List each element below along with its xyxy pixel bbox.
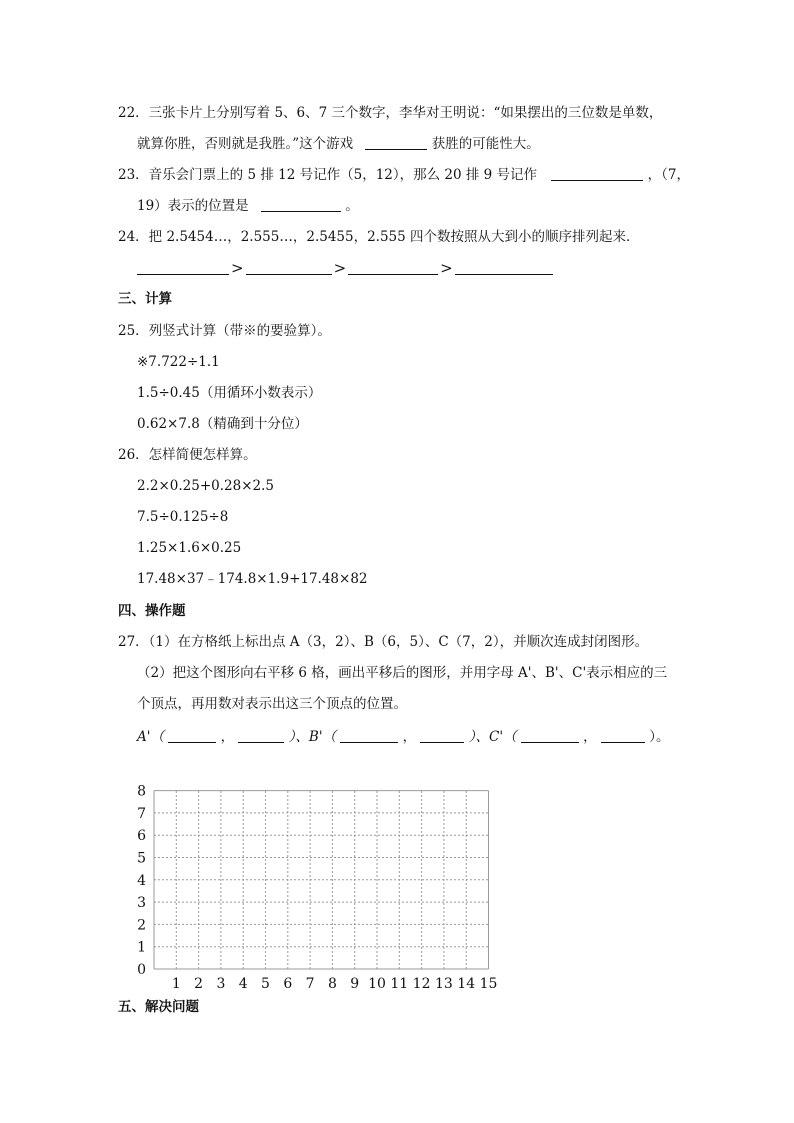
x-axis-label: 15 bbox=[479, 976, 498, 992]
x-axis-label: 3 bbox=[216, 976, 226, 992]
c-prime-y-blank[interactable] bbox=[601, 728, 645, 743]
q24-blank-1[interactable] bbox=[137, 260, 229, 275]
q25-prompt: 25．列竖式计算（带※的要验算）。 bbox=[118, 323, 331, 339]
q23-line1-text-b: ，（7， bbox=[647, 167, 690, 183]
grid-svg[interactable] bbox=[128, 780, 508, 996]
a-prime-x-blank[interactable] bbox=[168, 728, 216, 743]
q24-blank-4[interactable] bbox=[455, 260, 553, 275]
q23-answer-blank-1[interactable] bbox=[551, 166, 643, 181]
x-axis-label: 12 bbox=[412, 976, 431, 992]
q23-answer-blank-2[interactable] bbox=[261, 197, 341, 212]
q25-item-3: 0.62×7.8（精确到十分位） bbox=[137, 416, 308, 432]
a-prime-y-blank[interactable] bbox=[238, 728, 284, 743]
x-axis-label: 2 bbox=[194, 976, 204, 992]
q24-gt-1: > bbox=[231, 259, 244, 277]
section4-title: 四、操作题 bbox=[118, 603, 186, 619]
q22-answer-blank[interactable] bbox=[365, 135, 427, 150]
q23-line2-text-b: 。 bbox=[345, 198, 359, 214]
y-axis-label: 1 bbox=[137, 939, 146, 956]
b-prime-x-blank[interactable] bbox=[340, 728, 398, 743]
x-axis-label: 8 bbox=[327, 976, 337, 992]
section5-title: 五、解决问题 bbox=[118, 999, 199, 1015]
x-axis-label: 13 bbox=[434, 976, 453, 992]
q27-answer-end: ）。 bbox=[649, 729, 670, 745]
q24-line1: 24．把 2.5454…，2.555…，2.5455，2.555 四个数按照从大到小的顺序排列起来． bbox=[118, 229, 640, 245]
b-prime-y-blank[interactable] bbox=[420, 728, 464, 743]
q27-part1: 27．（1）在方格纸上标出点 A（3，2）、B（6，5）、C（7，2），并顺次连成封闭图形。 bbox=[118, 634, 649, 650]
x-axis-label: 11 bbox=[390, 976, 409, 992]
q27-part2-line1: （2）把这个图形向右平移 6 格，画出平移后的图形，并用字母 A'、B'、C'表示相应的三 bbox=[137, 665, 668, 681]
q24-gt-3: > bbox=[440, 259, 453, 277]
x-axis-label: 7 bbox=[305, 976, 315, 992]
q23-line2 bbox=[137, 197, 359, 215]
a-prime-label: A'（ bbox=[137, 729, 164, 745]
y-axis-label: 0 bbox=[137, 962, 146, 978]
coordinate-grid[interactable] bbox=[128, 780, 508, 996]
q26-item-4: 17.48×37﹣174.8×1.9+17.48×82 bbox=[137, 571, 368, 587]
q24-order-row bbox=[137, 259, 553, 278]
q25-item-1: ※7.722÷1.1 bbox=[137, 354, 220, 370]
q24-blank-2[interactable] bbox=[246, 260, 332, 275]
y-axis-label: 2 bbox=[137, 917, 146, 934]
q24-blank-3[interactable] bbox=[348, 260, 438, 275]
q22-line2 bbox=[137, 135, 540, 153]
q23-line1 bbox=[118, 166, 690, 184]
c-prime-x-blank[interactable] bbox=[521, 728, 579, 743]
q22-line2-text-a: 就算你胜，否则就是我胜。”这个游戏 bbox=[137, 136, 354, 152]
a-prime-comma: ， bbox=[220, 729, 235, 745]
x-axis-label: 1 bbox=[171, 976, 181, 992]
y-axis-label: 6 bbox=[137, 828, 146, 845]
q27-part2-line2: 个顶点，再用数对表示出这三个顶点的位置。 bbox=[137, 696, 407, 712]
q26-prompt: 26．怎样简便怎样算。 bbox=[118, 447, 257, 463]
q24-gt-2: > bbox=[333, 259, 347, 277]
q23-line1-text-a: 23．音乐会门票上的 5 排 12 号记作（5，12），那么 20 排 9 号记作 bbox=[118, 167, 538, 183]
c-prime-comma: ， bbox=[583, 729, 597, 745]
x-axis-label: 9 bbox=[350, 976, 360, 992]
x-axis-label: 6 bbox=[283, 976, 293, 992]
y-axis-label: 8 bbox=[137, 783, 146, 800]
q27-answer-row bbox=[137, 728, 669, 746]
y-axis-label: 4 bbox=[137, 872, 146, 889]
y-axis-label: 7 bbox=[137, 805, 146, 822]
c-prime-label: ）、C'（ bbox=[468, 729, 517, 745]
section3-title: 三、计算 bbox=[118, 291, 172, 307]
q25-item-2: 1.5÷0.45（用循环小数表示） bbox=[137, 385, 322, 401]
q26-item-3: 1.25×1.6×0.25 bbox=[137, 540, 242, 556]
x-axis-label: 5 bbox=[261, 976, 270, 992]
q26-item-2: 7.5÷0.125÷8 bbox=[137, 509, 229, 525]
q26-item-1: 2.2×0.25+0.28×2.5 bbox=[137, 478, 274, 494]
y-axis-label: 5 bbox=[137, 850, 146, 867]
b-prime-label: ）、B'（ bbox=[288, 729, 337, 745]
x-axis-label: 4 bbox=[238, 976, 248, 992]
x-axis-label: 14 bbox=[457, 976, 476, 992]
q22-line1: 22．三张卡片上分别写着 5、6、7 三个数字，李华对王明说：“如果摆出的三位数是单数， bbox=[118, 105, 663, 121]
q22-line2-text-b: 获胜的可能性大。 bbox=[431, 136, 540, 152]
q23-line2-text-a: 19）表示的位置是 bbox=[137, 198, 249, 214]
b-prime-comma: ， bbox=[402, 729, 417, 745]
y-axis-label: 3 bbox=[137, 895, 146, 912]
x-axis-label: 10 bbox=[368, 976, 386, 992]
